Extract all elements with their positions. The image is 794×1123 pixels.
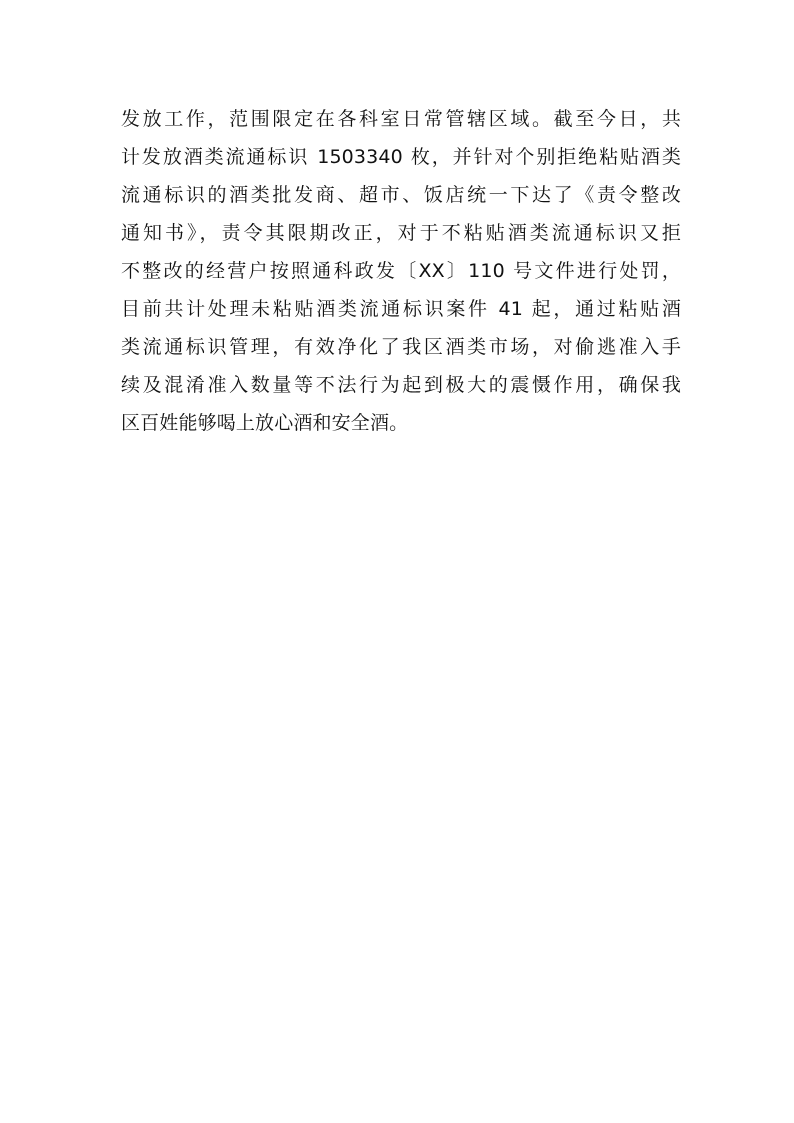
paragraph-line: 不整改的经营户按照通科政发〔XX〕110 号文件进行处罚， — [121, 260, 681, 282]
paragraph-line: 发放工作，范围限定在各科室日常管辖区域。截至今日，共 — [121, 108, 681, 130]
paragraph-line: 类流通标识管理，有效净化了我区酒类市场，对偷逃准入手 — [121, 336, 681, 358]
paragraph-line: 通知书》，责令其限期改正，对于不粘贴酒类流通标识又拒 — [121, 222, 681, 244]
paragraph-line: 计发放酒类流通标识 1503340 枚，并针对个别拒绝粘贴酒类 — [121, 146, 681, 168]
paragraph-line: 流通标识的酒类批发商、超市、饭店统一下达了《责令整改 — [121, 184, 681, 206]
paragraph-line-last: 区百姓能够喝上放心酒和安全酒。 — [121, 412, 409, 434]
paragraph-line: 续及混淆准入数量等不法行为起到极大的震慑作用，确保我 — [121, 374, 681, 396]
paragraph-line: 目前共计处理未粘贴酒类流通标识案件 41 起，通过粘贴酒 — [121, 298, 681, 320]
body-paragraph — [121, 100, 681, 442]
